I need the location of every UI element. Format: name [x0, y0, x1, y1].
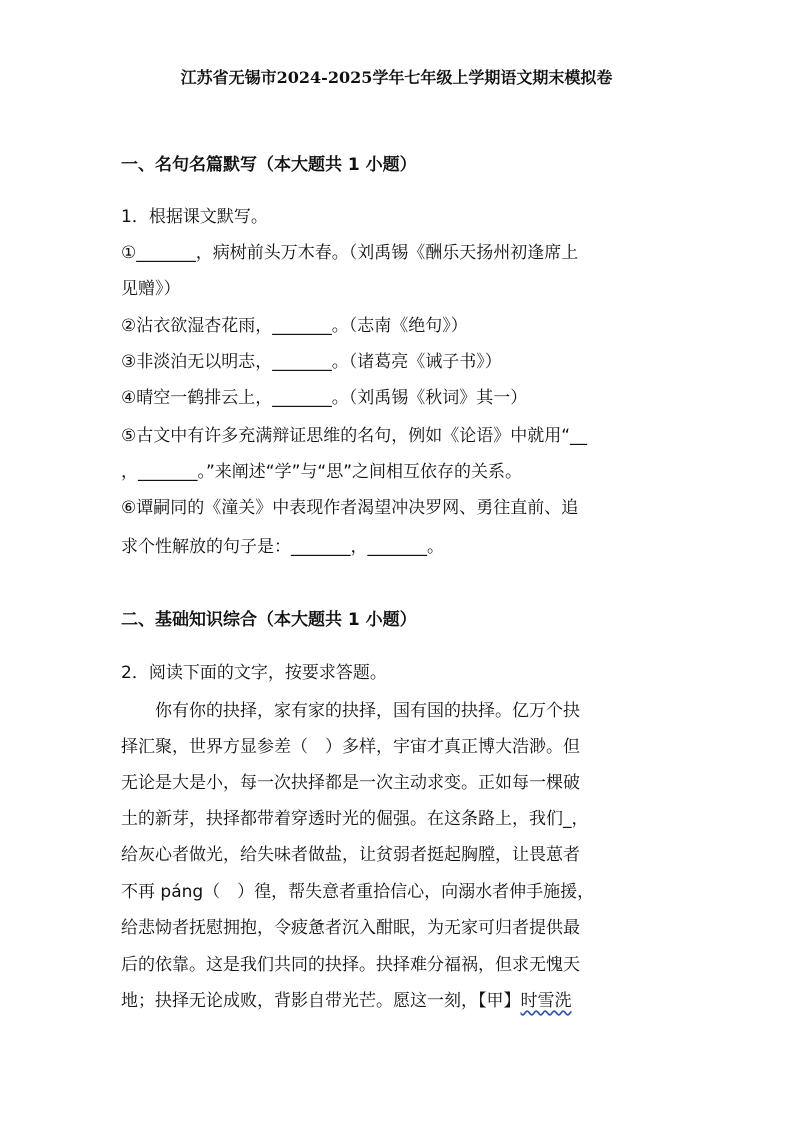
question-1-prompt: 1．根据课文默写。: [121, 207, 268, 227]
passage-line-8: 后的依靠。这是我们共同的抉择。抉择难分福祸，但求无愧天: [121, 955, 580, 975]
question-1-item-4: ④晴空一鹤排云上，_______。（刘禹锡《秋词》其一）: [121, 388, 528, 408]
question-1-item-2: ②沾衣欲湿杏花雨，_______。（志南《绝句》）: [121, 316, 468, 336]
passage-line-1: 你有你的抉择，家有家的抉择，国有国的抉择。亿万个抉: [155, 701, 580, 721]
passage-line-6: 不再 páng（ ）徨，帮失意者重拾信心，向溺水者伸手施援，: [121, 882, 595, 902]
question-1-item-6: ⑥谭嗣同的《潼关》中表现作者渴望冲决罗网、勇往直前、追: [121, 498, 579, 518]
passage-line-9: [121, 989, 572, 1013]
passage-line-2: 择汇聚，世界方显参差（ ）多样，宇宙才真正博大浩渺。但: [121, 737, 580, 757]
question-1-item-5: ⑤古文中有许多充满辩证思维的名句，例如《论语》中就用“__: [121, 426, 588, 446]
question-2-prompt: 2．阅读下面的文字，按要求答题。: [121, 663, 387, 683]
question-1-item-3: ③非淡泊无以明志，_______。（诸葛亮《诫子书》）: [121, 352, 502, 372]
passage-line-5: 给灰心者做光，给失味者做盐，让贫弱者挺起胸膛，让畏葸者: [121, 845, 580, 865]
question-1-item-5-cont: ，_______。”来阐述“学”与“思”之间相互依存的关系。: [121, 462, 523, 482]
question-1-item-1-cont: 见赠》）: [121, 279, 181, 299]
passage-marked-phrase: 时雪洗: [520, 991, 572, 1011]
question-1-item-1: ①_______，病树前头万木春。（刘禹锡《酬乐天扬州初逢席上: [121, 243, 579, 263]
passage-line-3: 无论是大是小，每一次抉择都是一次主动求变。正如每一棵破: [121, 773, 580, 793]
passage-line-9-text: 地；抉择无论成败，背影自带光芒。愿这一刻，【甲】: [121, 991, 521, 1011]
section-heading-1: 一、名句名篇默写（本大题共 1 小题）: [121, 155, 417, 175]
section-heading-2: 二、基础知识综合（本大题共 1 小题）: [121, 610, 417, 630]
passage-line-4: 土的新芽，抉择都带着穿透时光的倔强。在这条路上，我们_，: [121, 809, 589, 829]
passage-line-7: 给悲恸者抚慰拥抱，令疲惫者沉入酣眠，为无家可归者提供最: [121, 918, 580, 938]
question-1-item-6-cont: 求个性解放的句子是：_______，_______。: [121, 537, 444, 557]
document-title: 江苏省无锡市2024-2025学年七年级上学期语文期末模拟卷: [180, 68, 613, 87]
